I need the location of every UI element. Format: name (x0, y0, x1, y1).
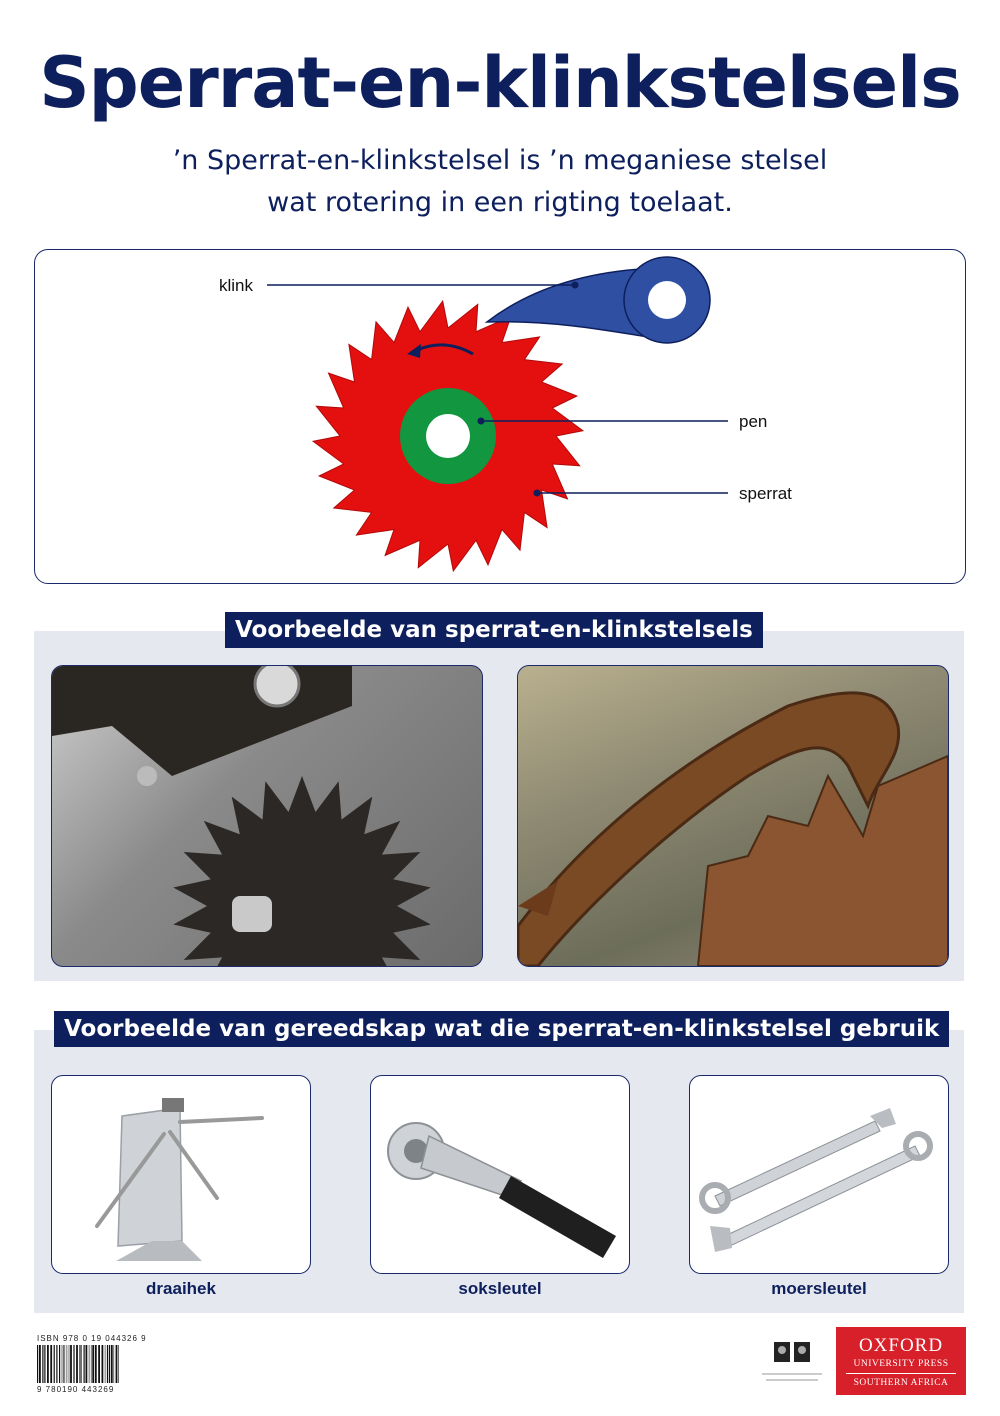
socket-wrench-card (370, 1075, 630, 1274)
ratchet-diagram (35, 250, 965, 583)
barcode-bar (54, 1345, 55, 1383)
barcode-bar (89, 1345, 90, 1383)
barcode-icon (37, 1345, 120, 1383)
pawl-shape (52, 666, 352, 776)
ratchet-diagram-box (34, 249, 966, 584)
label-sperrat: sperrat (739, 484, 792, 503)
isbn-text: ISBN 978 0 19 044326 9 (37, 1334, 147, 1343)
barcode-number: 9 780190 443269 (37, 1385, 115, 1394)
pawl-hole (648, 281, 686, 319)
barcode-bar (118, 1345, 119, 1383)
sperrat-leader-dot (534, 490, 541, 497)
oxford-line-3: SOUTHERN AFRICA (853, 1378, 949, 1388)
barcode-bar (50, 1345, 52, 1383)
barcode-bar (42, 1345, 43, 1383)
hex-nut (232, 896, 272, 932)
tool-label-moersleutel: moersleutel (771, 1279, 867, 1298)
turnstile-card (51, 1075, 311, 1274)
barcode-bar (86, 1345, 88, 1383)
pin-hole (426, 414, 470, 458)
barcode-bar (116, 1345, 118, 1383)
subtitle-line-2: wat rotering in een rigting toelaat. (267, 187, 733, 218)
barcode-bar (69, 1345, 70, 1383)
rusty-ratchet-photo (517, 665, 949, 967)
oxford-line-1: OXFORD (858, 1335, 944, 1356)
barcode-bar (81, 1345, 82, 1383)
barcode-bar (65, 1345, 66, 1383)
rusty-gear (698, 756, 948, 966)
socket-wrench-icon (371, 1076, 629, 1273)
barcode-bar (95, 1345, 97, 1383)
barcode-bar (111, 1345, 113, 1383)
bolt-head (255, 666, 299, 706)
barcode-bar (67, 1345, 68, 1383)
barcode-bar (84, 1345, 85, 1383)
barcode-bar (105, 1345, 106, 1383)
tool-label-soksleutel: soksleutel (458, 1279, 542, 1298)
barcode-bar (59, 1345, 60, 1383)
barcode-bar (63, 1345, 64, 1383)
pen-leader-dot (478, 418, 485, 425)
tools-heading: Voorbeelde van gereedskap wat die sperrat-en-klinkstelsel gebruik (54, 1011, 949, 1047)
label-pen: pen (739, 412, 768, 431)
tool-label-draaihek: draaihek (146, 1279, 216, 1298)
barcode-bar (114, 1345, 115, 1383)
spanner-icon (690, 1076, 948, 1273)
barcode-bar (73, 1345, 74, 1383)
turnstile-icon (52, 1076, 310, 1273)
barcode-bar (76, 1345, 78, 1383)
barcode-bar (107, 1345, 108, 1383)
barcode-bar (79, 1345, 80, 1383)
barcode-bar (109, 1345, 110, 1383)
barcode-bar (102, 1345, 104, 1383)
barcode-bar (92, 1345, 94, 1383)
label-klink: klink (219, 276, 254, 295)
barcode-bar (62, 1345, 63, 1383)
page-title: Sperrat-en-klinkstelsels (39, 42, 961, 124)
page-subtitle (0, 140, 1000, 224)
klink-leader-dot (572, 282, 579, 289)
barcode-bar (44, 1345, 45, 1383)
photo-gear (173, 776, 430, 966)
barcode-bar (56, 1345, 57, 1383)
spanner-card (689, 1075, 949, 1274)
barcode-bar (47, 1345, 49, 1383)
pivot-pin (137, 766, 157, 786)
barcode-bar (70, 1345, 72, 1383)
barcode-bar (91, 1345, 92, 1383)
examples-heading: Voorbeelde van sperrat-en-klinkstelsels (225, 612, 763, 648)
subtitle-line-1: ’n Sperrat-en-klinkstelsel is ’n meganiese stelsel (172, 145, 828, 176)
barcode-bar (98, 1345, 100, 1383)
oxford-logo (836, 1327, 966, 1395)
barcode-bar (37, 1345, 38, 1383)
oxford-line-2: UNIVERSITY PRESS (846, 1359, 956, 1374)
metal-ratchet-photo (51, 665, 483, 967)
mandela-rhodes-logo (760, 1340, 824, 1395)
barcode-bar (39, 1345, 41, 1383)
